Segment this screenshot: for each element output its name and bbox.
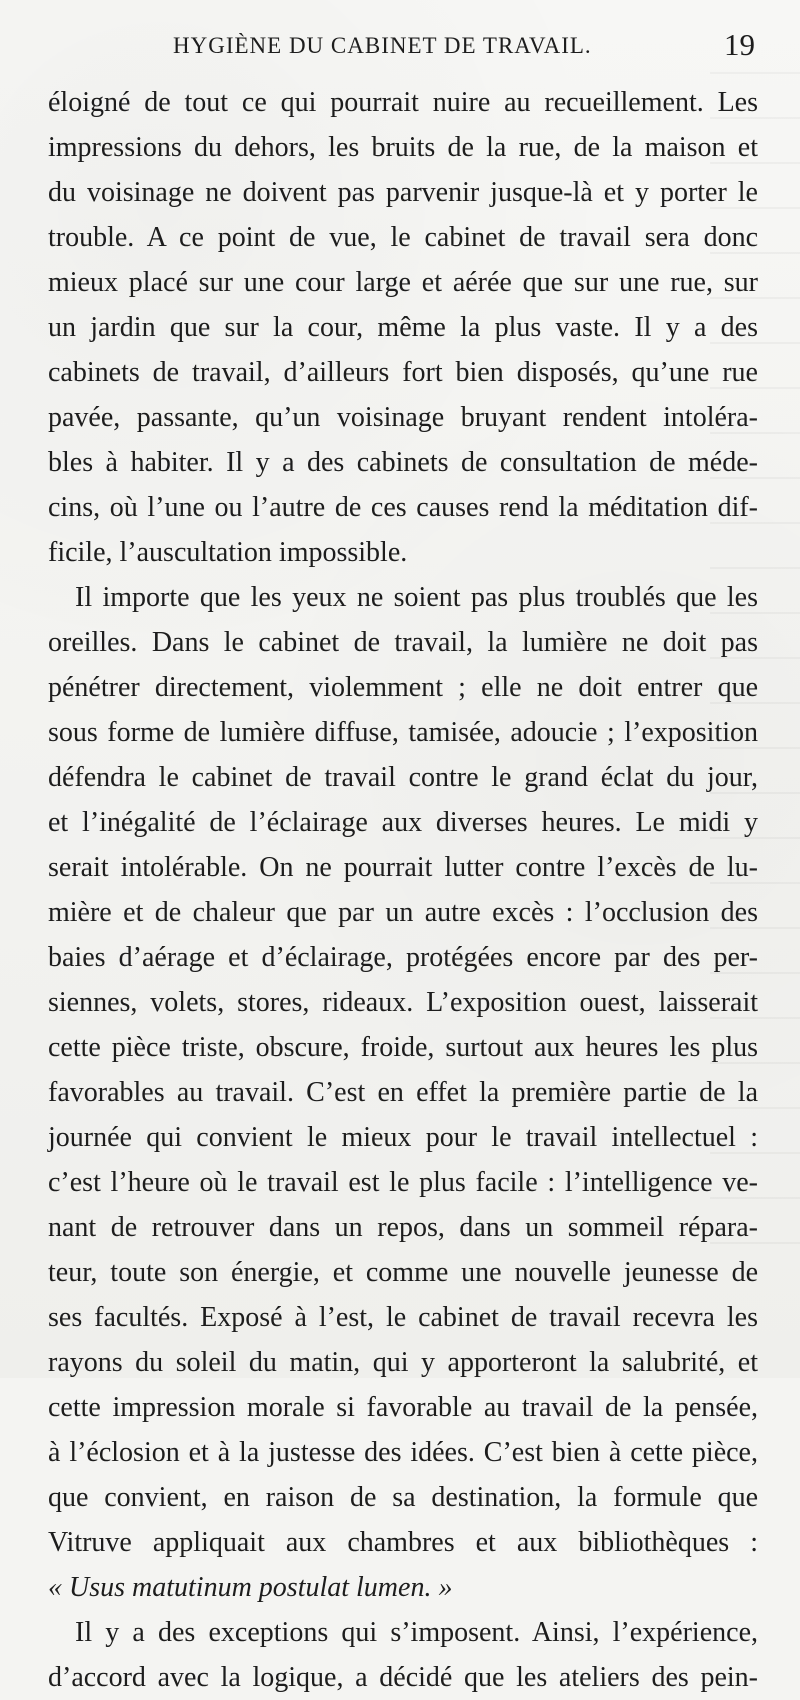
text-line: teur, toute son énergie, et comme une nouvelle jeunesse de [48,1257,758,1288]
text-line: ses facultés. Exposé à l’est, le cabinet de travail recevra les [48,1302,758,1333]
text-line: trouble. A ce point de vue, le cabinet de travail sera donc [48,222,758,253]
text-line: cins, où l’une ou l’autre de ces causes rend la méditation dif- [48,492,758,523]
text-line: du voisinage ne doivent pas parvenir jusque-là et y porter le [48,177,758,208]
text-line: éloigné de tout ce qui pourrait nuire au recueillement. Les [48,87,758,118]
body-text [48,80,758,1700]
text-line: nant de retrouver dans un repos, dans un sommeil répara- [48,1212,758,1243]
text-line: que convient, en raison de sa destination, la formule que [48,1482,758,1513]
text-line: rayons du soleil du matin, qui y apporteront la salubrité, et [48,1347,758,1378]
text-line: bles à habiter. Il y a des cabinets de consultation de méde- [48,447,758,478]
text-line: pavée, passante, qu’un voisinage bruyant rendent intoléra- [48,402,758,433]
text-line: siennes, volets, stores, rideaux. L’exposition ouest, laisserait [48,987,758,1018]
text-line: c’est l’heure où le travail est le plus facile : l’intelligence ve- [48,1167,758,1198]
text-line: mieux placé sur une cour large et aérée que sur une rue, sur [48,267,758,298]
text-line: impressions du dehors, les bruits de la rue, de la maison et [48,132,758,163]
paragraph-first-line: Il y a des exceptions qui s’imposent. Ainsi, l’expérience, [75,1617,758,1648]
text-line: cabinets de travail, d’ailleurs fort bien disposés, qu’une rue [48,357,758,388]
page-number: 19 [724,27,755,62]
text-line: défendra le cabinet de travail contre le grand éclat du jour, [48,762,758,793]
text-line: Vitruve appliquait aux chambres et aux bibliothèques : [48,1527,758,1558]
paragraph-first-line: Il importe que les yeux ne soient pas plus troublés que les [75,582,758,613]
text-line: favorables au travail. C’est en effet la première partie de la [48,1077,758,1108]
text-line: mière et de chaleur que par un autre excès : l’occlusion des [48,897,758,928]
text-line: d’accord avec la logique, a décidé que les ateliers des pein- [48,1662,758,1693]
text-line: baies d’aérage et d’éclairage, protégées encore par des per- [48,942,758,973]
text-line: journée qui convient le mieux pour le travail intellectuel : [48,1122,758,1153]
latin-quotation: « Usus matutinum postulat lumen. » [48,1572,453,1603]
page-header [0,27,800,71]
text-line: oreilles. Dans le cabinet de travail, la lumière ne doit pas [48,627,758,658]
text-line: un jardin que sur la cour, même la plus vaste. Il y a des [48,312,758,343]
text-line: ficile, l’auscultation impossible. [48,537,408,568]
running-title: HYGIÈNE DU CABINET DE TRAVAIL. [173,33,592,58]
text-line: à l’éclosion et à la justesse des idées. C’est bien à cette pièce, [48,1437,758,1468]
text-line: sous forme de lumière diffuse, tamisée, adoucie ; l’exposition [48,717,758,748]
text-line: cette impression morale si favorable au travail de la pensée, [48,1392,758,1423]
text-line: serait intolérable. On ne pourrait lutter contre l’excès de lu- [48,852,758,883]
text-line: cette pièce triste, obscure, froide, surtout aux heures les plus [48,1032,758,1063]
text-line: et l’inégalité de l’éclairage aux diverses heures. Le midi y [48,807,758,838]
text-line: pénétrer directement, violemment ; elle ne doit entrer que [48,672,758,703]
